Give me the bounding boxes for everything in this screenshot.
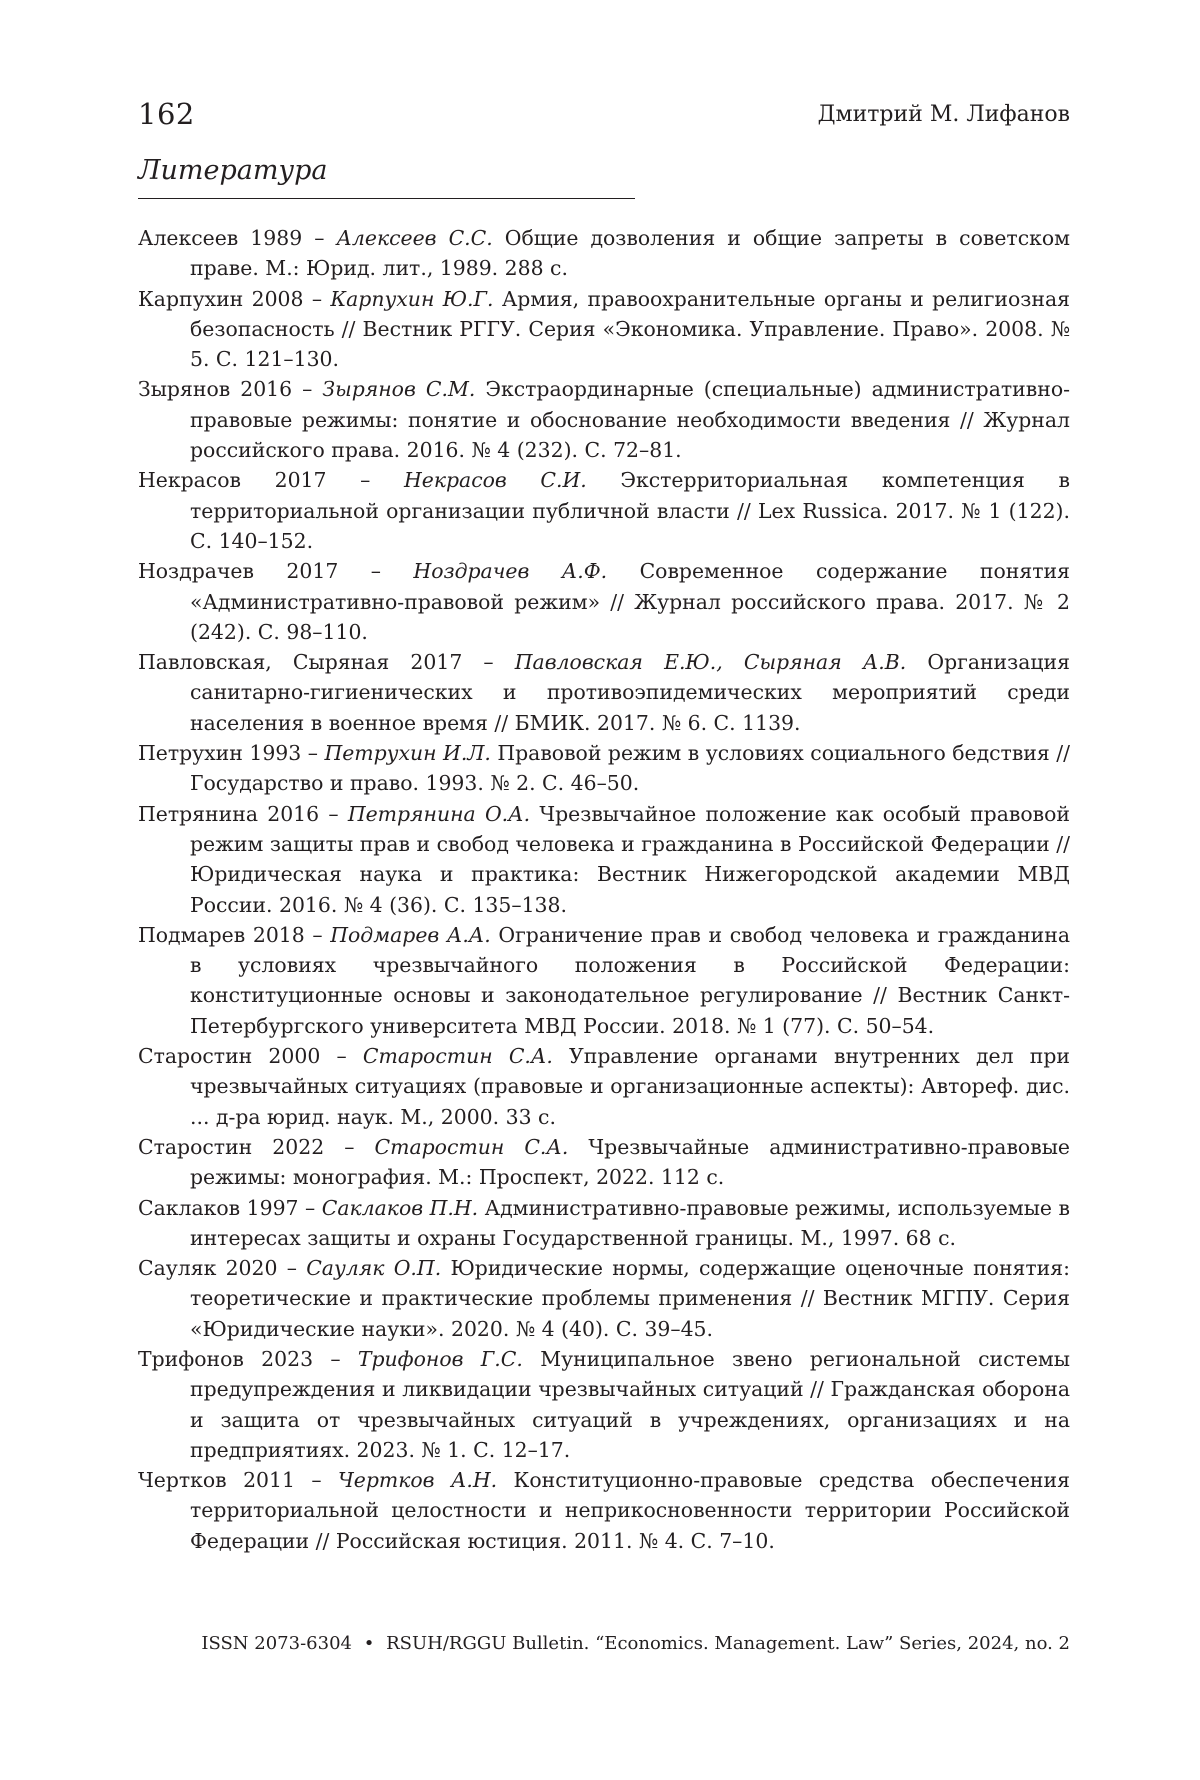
running-head-author: Дмитрий М. Лифанов (818, 100, 1070, 130)
reference-author: Старостин С.А. (375, 1135, 569, 1159)
reference-author: Зырянов С.М. (322, 377, 475, 401)
reference-key: Старостин 2000 – (138, 1044, 363, 1068)
reference-details: Муниципальное звено региональной системы предупреждения и ликвидации чрезвычайных ситуаций // Гражданская оборона и защита от чрезвычайных ситуаций в учреждениях, организациях и на предприятиях. 2023. № 1. С. 12–17. (190, 1347, 1070, 1462)
reference-key: Ноздрачев 2017 – (138, 559, 413, 583)
reference-details: Современное содержание понятия «Административно-правовой режим» // Журнал российского права. 2017. № 2 (242). С. 98–110. (190, 559, 1070, 644)
reference-author: Карпухин Ю.Г. (330, 287, 493, 311)
reference-details: Общие дозволения и общие запреты в советском праве. М.: Юрид. лит., 1989. 288 с. (190, 226, 1070, 280)
reference-details: Экстраординарные (специальные) административно-правовые режимы: понятие и обоснование необходимости введения // Журнал российского права. 2016. № 4 (232). С. 72–81. (190, 377, 1070, 462)
reference-key: Саклаков 1997 – (138, 1196, 322, 1220)
journal-page (138, 0, 1070, 1780)
reference-details: Юридические нормы, содержащие оценочные понятия: теоретические и практические проблемы применения // Вестник МГПУ. Серия «Юридические науки». 2020. № 4 (40). С. 39–45. (190, 1256, 1070, 1341)
reference-key: Чертков 2011 – (138, 1468, 338, 1492)
reference-details: Правовой режим в условиях социального бедствия // Государство и право. 1993. № 2. С. 46–50. (190, 741, 1070, 795)
page-footer (201, 1631, 1070, 1657)
reference-author: Алексеев С.С. (336, 226, 492, 250)
reference-entry (138, 738, 1070, 799)
reference-key: Сауляк 2020 – (138, 1256, 306, 1280)
reference-entry (138, 1253, 1070, 1344)
reference-key: Петрянина 2016 – (138, 802, 348, 826)
reference-author: Трифонов Г.С. (358, 1347, 523, 1371)
reference-key: Павловская, Сыряная 2017 – (138, 650, 515, 674)
page-number: 162 (138, 96, 195, 132)
reference-author: Саклаков П.Н. (322, 1196, 478, 1220)
reference-entry (138, 284, 1070, 375)
reference-entry (138, 799, 1070, 920)
reference-key: Зырянов 2016 – (138, 377, 322, 401)
reference-author: Подмарев А.А. (330, 923, 491, 947)
reference-entry (138, 556, 1070, 647)
reference-entry (138, 223, 1070, 284)
reference-author: Ноздрачев А.Ф. (413, 559, 607, 583)
reference-author: Некрасов С.И. (404, 468, 587, 492)
reference-details: Чрезвычайное положение как особый правовой режим защиты прав и свобод человека и гражданина в Российской Федерации // Юридическая наука и практика: Вестник Нижегородской академии МВД России. 2016. № 4 (36). С. 135–138. (190, 802, 1070, 917)
footer-issn: ISSN 2073-6304 (201, 1633, 352, 1654)
reference-key: Петрухин 1993 – (138, 741, 324, 765)
reference-author: Сауляк О.П. (306, 1256, 441, 1280)
reference-entry (138, 1193, 1070, 1254)
reference-entry (138, 920, 1070, 1041)
reference-entry (138, 465, 1070, 556)
reference-details: Конституционно-правовые средства обеспечения территориальной целостности и неприкосновенности территории Российской Федерации // Российская юстиция. 2011. № 4. С. 7–10. (190, 1468, 1070, 1553)
reference-key: Трифонов 2023 – (138, 1347, 358, 1371)
reference-details: Управление органами внутренних дел при чрезвычайных ситуациях (правовые и организационные аспекты): Автореф. дис. ... д-ра юрид. наук. М., 2000. 33 с. (190, 1044, 1070, 1129)
reference-author: Павловская Е.Ю., Сыряная А.В. (515, 650, 906, 674)
reference-details: Экстерриториальная компетенция в территориальной организации публичной власти // Lex Russica. 2017. № 1 (122). С. 140–152. (190, 468, 1070, 553)
reference-entry (138, 1344, 1070, 1465)
reference-list (138, 223, 1070, 1556)
reference-entry (138, 374, 1070, 465)
reference-author: Петрянина О.А. (348, 802, 530, 826)
reference-author: Петрухин И.Л. (324, 741, 490, 765)
reference-entry (138, 1041, 1070, 1132)
page-header (138, 96, 1070, 136)
reference-entry (138, 647, 1070, 738)
reference-key: Карпухин 2008 – (138, 287, 330, 311)
section-title: Литература (138, 154, 635, 199)
reference-key: Некрасов 2017 – (138, 468, 404, 492)
footer-journal: RSUH/RGGU Bulletin. “Economics. Management. Law” Series, 2024, no. 2 (386, 1633, 1070, 1654)
reference-key: Старостин 2022 – (138, 1135, 375, 1159)
reference-details: Административно-правовые режимы, используемые в интересах защиты и охраны Государственной границы. М., 1997. 68 с. (190, 1196, 1070, 1250)
reference-key: Алексеев 1989 – (138, 226, 336, 250)
reference-author: Чертков А.Н. (338, 1468, 497, 1492)
reference-details: Организация санитарно-гигиенических и противоэпидемических мероприятий среди населения в военное время // БМИК. 2017. № 6. С. 1139. (190, 650, 1070, 735)
reference-details: Армия, правоохранительные органы и религиозная безопасность // Вестник РГГУ. Серия «Экономика. Управление. Право». 2008. № 5. С. 121–130. (190, 287, 1070, 372)
reference-entry (138, 1132, 1070, 1193)
reference-details: Ограничение прав и свобод человека и гражданина в условиях чрезвычайного положения в Российской Федерации: конституционные основы и законодательное регулирование // Вестник Санкт-Петербургского университета МВД России. 2018. № 1 (77). С. 50–54. (190, 923, 1070, 1038)
reference-entry (138, 1465, 1070, 1556)
footer-separator: • (364, 1633, 375, 1654)
reference-key: Подмарев 2018 – (138, 923, 330, 947)
reference-author: Старостин С.А. (363, 1044, 553, 1068)
reference-details: Чрезвычайные административно-правовые режимы: монография. М.: Проспект, 2022. 112 с. (190, 1135, 1070, 1189)
